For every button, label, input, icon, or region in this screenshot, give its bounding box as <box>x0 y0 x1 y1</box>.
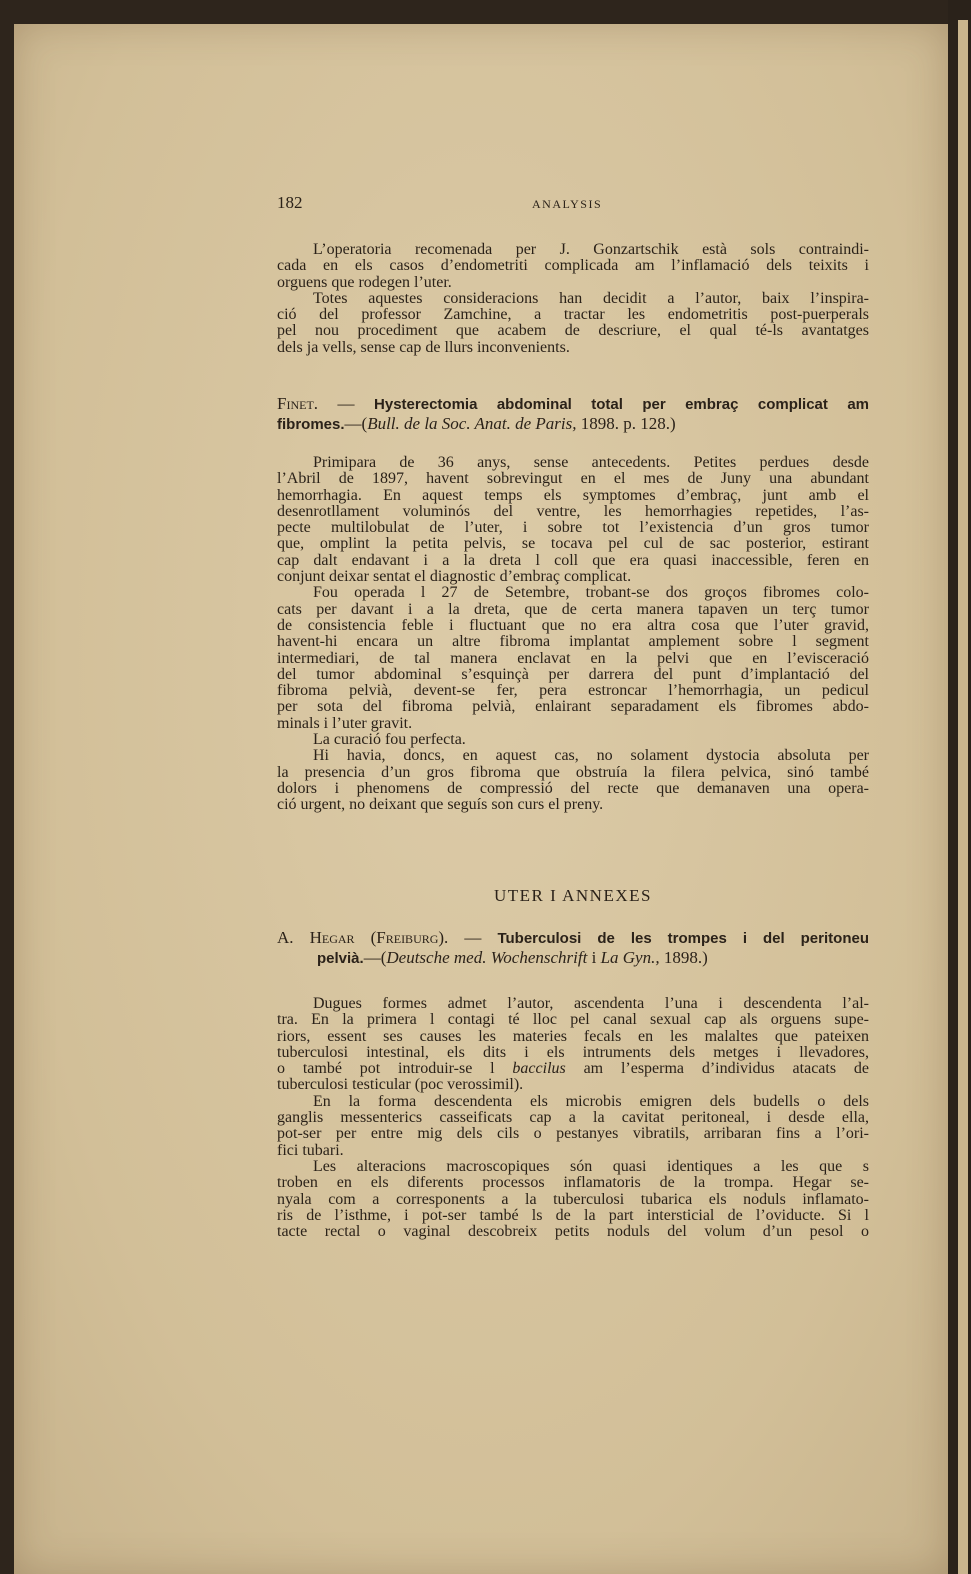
text-fragment: am l’esperma d’individus atacats de <box>565 1060 870 1078</box>
text-line: fibroma pelvià, devent-se fer, pera estroncar l’hemorrhagia, un pedicul <box>277 682 869 700</box>
page-header <box>277 193 869 213</box>
running-head: ANALYSIS <box>532 197 603 211</box>
text-line: dolors i phenomens de compressió del recte que demanaven una opera- <box>277 779 869 797</box>
text-line: cats per davant i a la dreta, que de certa manera tapaven un terç tumor <box>277 600 869 618</box>
article-heading-2 <box>277 928 869 968</box>
text-line: tuberculosi testicular (poc verossimil). <box>277 1076 524 1094</box>
article-title-cont: pelvià. <box>317 950 364 967</box>
text-line: nyala com a corresponents a la tuberculosi tubarica els noduls inflamato- <box>277 1190 869 1208</box>
article-place: (Freiburg). <box>354 928 449 947</box>
dash: — <box>448 928 498 947</box>
text-line: La curació fou perfecta. <box>313 731 466 749</box>
paragraph-block-3 <box>277 996 869 1240</box>
text-line: pel nou procediment que acabem de descriure, el qual té-ls avantatges <box>277 322 869 340</box>
text-line: tra. En la primera l contagi té lloc pel canal sexual cap als orguens supe- <box>277 1011 869 1029</box>
text-line: l’Abril de 1897, havent sobrevingut en el mes de Juny una abundant <box>277 470 869 488</box>
text-line: Primipara de 36 anys, sense antecedents. Petites perdues desde <box>313 454 869 471</box>
text-line: dels ja vells, sense cap de llurs inconvenients. <box>277 338 570 356</box>
text-line: tuberculosi intestinal, els dits i els intruments dels metges i llevadores, <box>277 1043 869 1061</box>
text-line: pecte multilobulat de l’uter, i sobre tot l’existencia d’un gros tumor <box>277 519 869 537</box>
text-line: minals i l’uter gravit. <box>277 714 413 732</box>
text-line: fici tubari. <box>277 1141 344 1159</box>
dash: —( <box>344 414 368 433</box>
text-line: ció del professor Zamchine, a tractar les endometritis post-puerperals <box>277 306 869 324</box>
text-line: En la forma descendenta els microbis emigren dels budells o dels <box>313 1092 869 1110</box>
text-line: orguens que rodegen l’uter. <box>277 273 452 291</box>
source-conjunction: i <box>587 948 601 967</box>
article-title-line <box>277 928 869 948</box>
text-line: per sota del fibroma pelvià, enlairant separadament els fibromes abdo- <box>277 698 869 716</box>
article-source-date: 1898.) <box>659 948 708 967</box>
text-line: riors, essent ses causes les materies fecals en les malaltes que pateixen <box>277 1027 869 1045</box>
article-author: A. Hegar <box>277 928 355 947</box>
text-fragment: o també pot introduir-se l <box>277 1060 513 1078</box>
section-heading: UTER I ANNEXES <box>494 886 652 905</box>
italic-term: baccilus <box>512 1060 566 1078</box>
text-line: intermediari, de tal manera enclavat en la pelvi que en l’evisceració <box>277 649 869 667</box>
adjacent-page-edge <box>958 20 968 1574</box>
article-title-line <box>277 394 869 414</box>
scan-border-left <box>0 0 14 1574</box>
text-line: la presencia d’un gros fibroma que obstruía la filera pelvica, sinó també <box>277 763 869 781</box>
text-line: que, omplint la petita pelvis, se tocava pel cul de sac posterior, estirant <box>277 535 869 553</box>
paragraph-block-1 <box>277 242 869 356</box>
article-author: Finet <box>277 394 314 413</box>
paragraph-block-2 <box>277 455 869 814</box>
text-line: desenrotllament voluminós del ventre, les hemorrhagies repetides, l’as- <box>277 502 869 520</box>
article-heading-1 <box>277 394 869 434</box>
dash: . — <box>313 394 375 413</box>
text-line: del tumor abdominal s’esquinçà per darrera del punt d’implantació del <box>277 665 869 683</box>
article-source-line <box>277 414 869 434</box>
text-line: Totes aquestes consideracions han decidit a l’autor, baix l’inspira- <box>313 289 869 307</box>
article-title: Hysterectomia abdominal total per embraç complicat am <box>374 396 869 413</box>
dash: —( <box>363 948 387 967</box>
text-line: troben en els diferents processos inflamatoris de la trompa. Hegar se- <box>277 1174 869 1192</box>
text-line: ganglis messenterics casseificats cap a la cavitat peritoneal, i desde ella, <box>277 1109 869 1127</box>
text-line: cap dalt endavant i a la dreta l coll que era quasi inaccessible, feren en <box>277 551 869 569</box>
text-line: Les alteracions macroscopiques són quasi identiques a les que s <box>313 1157 869 1175</box>
article-source: Deutsche med. Wochenschrift <box>386 948 588 967</box>
text-column <box>277 0 869 1574</box>
text-line: de consistencia feble i fluctuant que no era altra cosa que l’uter gravid, <box>277 616 869 634</box>
text-line: pot-ser per entre mig dels cils o pestanyes vibratils, arribaran fins a l’ori- <box>277 1125 869 1143</box>
article-source: Bull. de la Soc. Anat. de Paris, <box>367 414 577 433</box>
text-line: ris de l’isthme, i pot-ser també ls de la part intersticial de l’oviducte. Si l <box>277 1206 869 1224</box>
article-title-cont: fibromes. <box>277 416 345 433</box>
text-line: cada en els casos d’endometriti complicada am l’inflamació dels teixits i <box>277 257 869 275</box>
page-number: 182 <box>277 193 303 212</box>
text-line: Fou operada l 27 de Setembre, trobant-se dos groços fibromes colo- <box>313 584 869 602</box>
text-line: hemorrhagia. En aquest temps els symptomes d’embraç, junt amb el <box>277 486 869 504</box>
text-line: Hi havia, doncs, en aquest cas, no solament dystocia absoluta per <box>313 747 869 765</box>
article-source-line <box>277 948 869 968</box>
text-line: Dugues formes admet l’autor, ascendenta l’una i descendenta l’al- <box>313 995 869 1012</box>
text-line <box>277 1061 869 1077</box>
article-title: Tuberculosi de les trompes i del peritoneu <box>497 930 869 947</box>
text-line: L’operatoria recomenada per J. Gonzartschik està sols contraindi- <box>313 241 869 258</box>
article-source-2: La Gyn., <box>600 948 660 967</box>
text-line: conjunt deixar sentat el diagnostic d’embraç complicat. <box>277 568 632 586</box>
text-line: havent-hi encara un altre fibroma implantat amplement sobre l segment <box>277 633 869 651</box>
text-line: tacte rectal o vaginal descobreix petits noduls del volum d’un pesol o <box>277 1223 869 1241</box>
text-line: ció urgent, no deixant que seguís son curs el preny. <box>277 796 604 814</box>
article-source-date: 1898. p. 128.) <box>576 414 676 433</box>
